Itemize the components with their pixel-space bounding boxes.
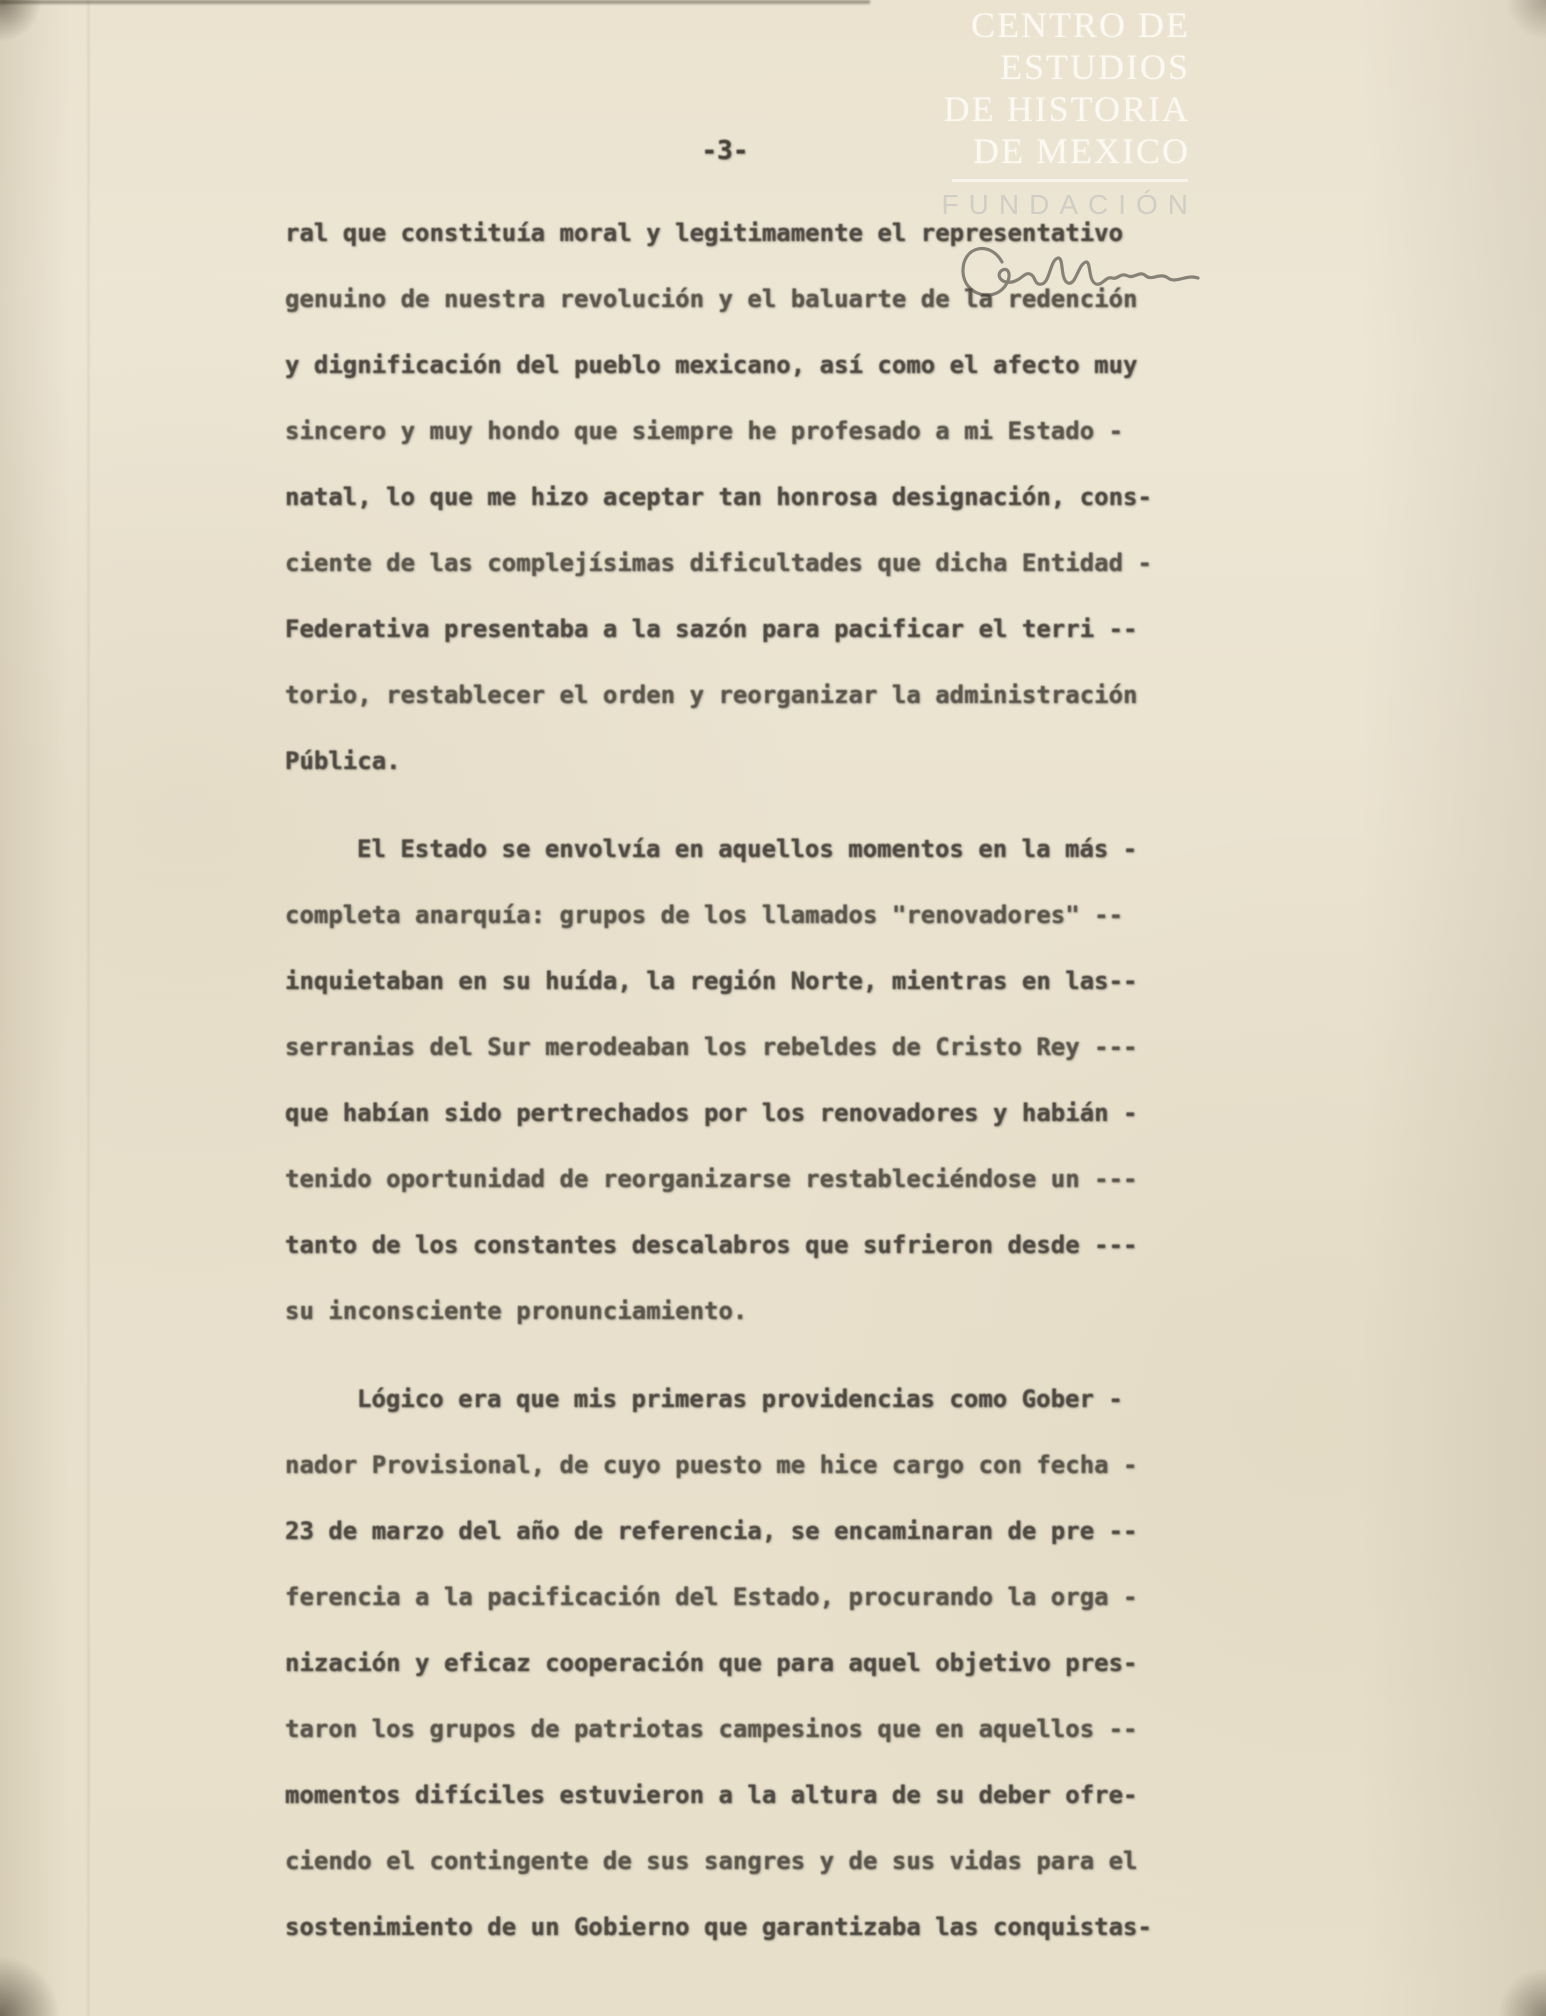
watermark-line: ESTUDIOS (999, 47, 1190, 87)
typed-line: ferencia a la pacificación del Estado, procurando la orga - (285, 1583, 1138, 1611)
typed-line: sostenimiento de un Gobierno que garantizaba las conquistas- (285, 1913, 1152, 1941)
typed-line: serranias del Sur merodeaban los rebeldes de Cristo Rey --- (285, 1033, 1138, 1061)
page-number: -3- (701, 136, 749, 166)
archive-watermark (941, 4, 1198, 222)
watermark-divider (952, 179, 1188, 182)
typed-line: ciente de las complejísimas dificultades que dicha Entidad - (285, 549, 1152, 577)
typed-line: natal, lo que me hizo aceptar tan honrosa designación, cons- (285, 483, 1152, 511)
document-body (285, 200, 1205, 1960)
typed-line: El Estado se envolvía en aquellos momentos en la más - (357, 835, 1138, 863)
paper-crease (86, 0, 91, 2016)
typed-line: tanto de los constantes descalabros que sufrieron desde --- (285, 1231, 1138, 1259)
watermark-line: DE HISTORIA (943, 89, 1190, 129)
paragraph (285, 816, 1205, 1344)
typed-line: Federativa presentaba a la sazón para pacificar el terri -- (285, 615, 1138, 643)
typed-line: sincero y muy hondo que siempre he profesado a mi Estado - (285, 417, 1124, 445)
typed-line: su inconsciente pronunciamiento. (285, 1297, 748, 1325)
typed-line: inquietaban en su huída, la región Norte, mientras en las-- (285, 967, 1138, 995)
watermark-line: DE MEXICO (973, 131, 1190, 171)
typed-line: nización y eficaz cooperación que para aquel objetivo pres- (285, 1649, 1138, 1677)
typed-line: momentos difíciles estuvieron a la altura de su deber ofre- (285, 1781, 1138, 1809)
typed-line: genuino de nuestra revolución y el baluarte de la redención (285, 285, 1138, 313)
paragraph (285, 200, 1205, 794)
typed-line: torio, restablecer el orden y reorganizar la administración (285, 681, 1138, 709)
typed-line: y dignificación del pueblo mexicano, así como el afecto muy (285, 351, 1138, 379)
typed-line: tenido oportunidad de reorganizarse restableciéndose un --- (285, 1165, 1138, 1193)
typed-line: Lógico era que mis primeras providencias como Gober - (357, 1385, 1123, 1413)
typed-line: ral que constituía moral y legitimamente el representativo (285, 219, 1124, 247)
typed-line: que habían sido pertrechados por los renovadores y habián - (285, 1099, 1138, 1127)
typed-line: ciendo el contingente de sus sangres y de sus vidas para el (285, 1847, 1138, 1875)
typed-line: 23 de marzo del año de referencia, se encaminaran de pre -- (285, 1517, 1138, 1545)
paragraph (285, 1366, 1205, 1960)
typed-line: taron los grupos de patriotas campesinos que en aquellos -- (285, 1715, 1138, 1743)
typed-line: nador Provisional, de cuyo puesto me hice cargo con fecha - (285, 1451, 1138, 1479)
watermark-line: CENTRO DE (971, 5, 1190, 45)
typed-line: Pública. (285, 747, 401, 775)
scan-edge-artifact (0, 0, 870, 4)
typed-line: completa anarquía: grupos de los llamados "renovadores" -- (285, 901, 1124, 929)
watermark-foundation: FUNDACIÓN (941, 189, 1198, 220)
